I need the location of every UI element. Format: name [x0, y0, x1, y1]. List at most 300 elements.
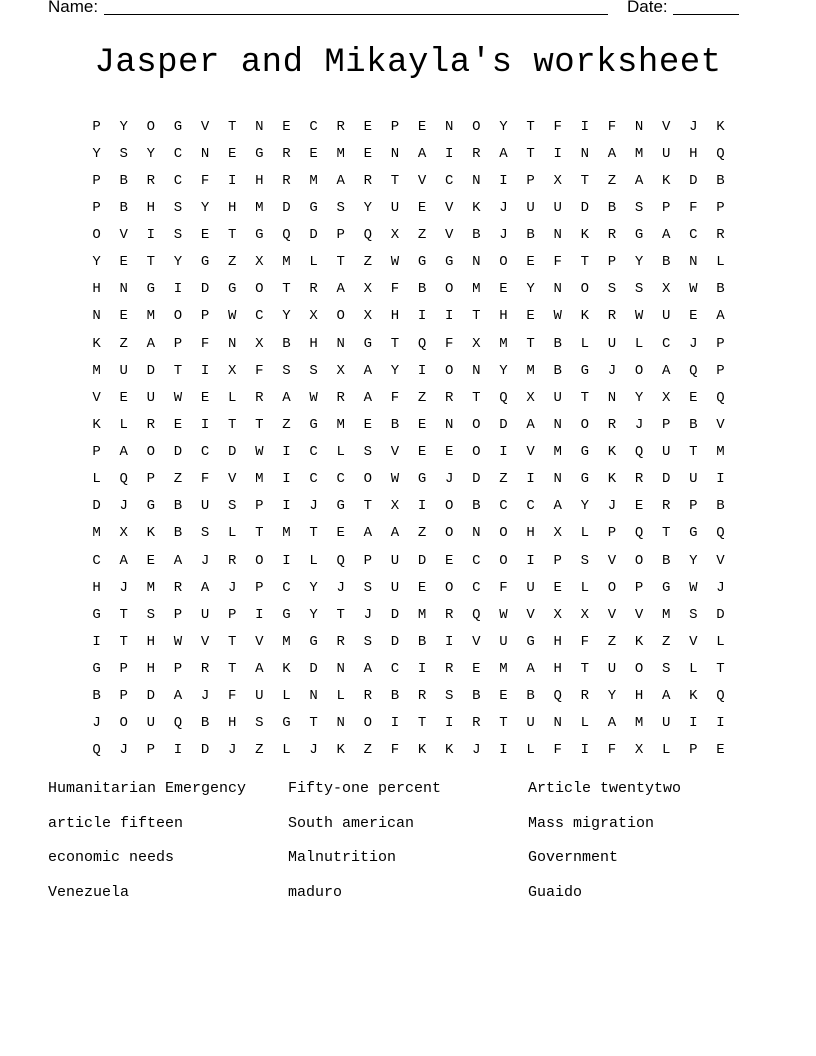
grid-letter: V — [444, 227, 454, 244]
grid-letter: K — [607, 444, 617, 461]
grid-letter: H — [92, 579, 101, 596]
grid-letter: I — [92, 633, 101, 650]
grid-letter: H — [146, 661, 156, 678]
grid-letter: F — [255, 362, 264, 379]
grid-letter: M — [92, 525, 101, 542]
grid-letter: V — [689, 633, 698, 650]
grid-letter: D — [146, 688, 156, 705]
grid-letter: B — [119, 172, 128, 189]
grid-letter: E — [417, 579, 427, 596]
grid-letter: C — [472, 579, 481, 596]
grid-letter: O — [580, 416, 590, 433]
worksheet-header — [48, 0, 748, 19]
grid-letter: R — [336, 633, 345, 650]
grid-letter: I — [282, 552, 291, 569]
grid-letter: E — [119, 308, 128, 325]
grid-letter: B — [92, 688, 101, 705]
grid-letter: N — [92, 308, 101, 325]
grid-letter: U — [119, 362, 128, 379]
grid-letter: G — [634, 227, 644, 244]
grid-letter: O — [255, 552, 264, 569]
grid-letter: I — [444, 715, 454, 732]
grid-letter: Y — [580, 498, 590, 515]
grid-letter: Q — [282, 227, 291, 244]
word-bank-item: Humanitarian Emergency — [48, 780, 247, 797]
grid-letter: I — [200, 362, 210, 379]
grid-letter: O — [634, 552, 644, 569]
grid-letter: S — [634, 199, 644, 216]
grid-letter: R — [444, 606, 454, 623]
grid-letter: C — [444, 172, 454, 189]
grid-letter: Z — [363, 254, 373, 271]
grid-letter: L — [119, 416, 128, 433]
grid-letter: G — [309, 199, 318, 216]
grid-letter: E — [336, 525, 345, 542]
grid-letter: O — [472, 118, 481, 135]
grid-letter: B — [119, 199, 128, 216]
grid-letter: T — [227, 416, 237, 433]
grid-letter: F — [444, 335, 454, 352]
grid-letter: V — [92, 389, 101, 406]
grid-letter: I — [390, 715, 400, 732]
grid-letter: E — [363, 416, 373, 433]
grid-letter: C — [200, 444, 210, 461]
grid-letter: I — [417, 661, 427, 678]
grid-letter: D — [309, 661, 318, 678]
grid-letter: T — [526, 118, 535, 135]
grid-letter: E — [526, 308, 535, 325]
grid-letter: N — [634, 118, 644, 135]
grid-letter: D — [417, 552, 427, 569]
grid-letter: G — [580, 471, 590, 488]
grid-letter: O — [146, 118, 156, 135]
grid-letter: V — [119, 227, 128, 244]
grid-letter: W — [634, 308, 644, 325]
grid-letter: K — [689, 688, 698, 705]
grid-letter: X — [661, 389, 671, 406]
date-label: Date: — [627, 0, 668, 16]
grid-letter: W — [173, 633, 183, 650]
grid-letter: D — [200, 281, 210, 298]
grid-letter: G — [282, 715, 291, 732]
grid-letter: T — [255, 525, 264, 542]
grid-letter: J — [309, 498, 318, 515]
grid-letter: F — [689, 199, 698, 216]
grid-letter: G — [336, 498, 345, 515]
grid-letter: X — [553, 172, 562, 189]
grid-letter: N — [336, 661, 345, 678]
grid-letter: G — [92, 606, 101, 623]
grid-letter: V — [634, 606, 644, 623]
grid-letter: C — [472, 552, 481, 569]
grid-letter: I — [417, 362, 427, 379]
grid-letter: R — [417, 688, 427, 705]
grid-letter: O — [146, 444, 156, 461]
grid-letter: H — [689, 145, 698, 162]
word-bank-item: Guaido — [528, 884, 583, 902]
grid-letter: B — [173, 498, 183, 515]
grid-letter: P — [173, 606, 183, 623]
grid-letter: E — [363, 118, 373, 135]
grid-letter: P — [526, 172, 535, 189]
grid-letter: V — [716, 552, 725, 569]
grid-letter: M — [499, 661, 508, 678]
grid-letter: P — [716, 335, 725, 352]
grid-letter: G — [227, 281, 237, 298]
grid-letter: I — [146, 227, 156, 244]
grid-letter: Q — [363, 227, 373, 244]
grid-letter: B — [390, 416, 400, 433]
grid-letter: N — [689, 254, 698, 271]
grid-letter: K — [661, 172, 671, 189]
grid-letter: E — [472, 661, 481, 678]
grid-letter: M — [472, 281, 481, 298]
grid-letter: I — [282, 498, 291, 515]
grid-letter: B — [200, 715, 210, 732]
grid-letter: Q — [716, 389, 725, 406]
grid-letter: D — [390, 606, 400, 623]
grid-letter: L — [661, 742, 671, 759]
grid-letter: B — [689, 416, 698, 433]
grid-letter: Z — [661, 633, 671, 650]
grid-letter: G — [309, 416, 318, 433]
grid-letter: N — [336, 335, 345, 352]
grid-letter: O — [119, 715, 128, 732]
grid-letter: H — [526, 525, 535, 542]
grid-letter: J — [227, 579, 237, 596]
grid-letter: D — [716, 606, 725, 623]
grid-letter: W — [689, 579, 698, 596]
grid-letter: R — [255, 389, 264, 406]
grid-letter: M — [336, 145, 345, 162]
grid-letter: E — [634, 498, 644, 515]
grid-letter: E — [417, 199, 427, 216]
grid-letter: G — [255, 227, 264, 244]
grid-letter: Q — [716, 145, 725, 162]
word-bank-item: South american — [288, 814, 415, 832]
grid-letter: A — [526, 661, 535, 678]
grid-letter: Y — [499, 362, 508, 379]
grid-letter: R — [634, 471, 644, 488]
grid-letter: L — [282, 688, 291, 705]
grid-letter: M — [526, 362, 535, 379]
grid-letter: B — [417, 281, 427, 298]
grid-letter: Z — [255, 742, 264, 759]
grid-letter: R — [472, 145, 481, 162]
grid-letter: T — [390, 172, 400, 189]
grid-letter: Q — [634, 525, 644, 542]
grid-letter: E — [689, 389, 698, 406]
grid-letter: O — [444, 498, 454, 515]
grid-letter: Y — [607, 688, 617, 705]
grid-letter: I — [689, 715, 698, 732]
grid-letter: I — [282, 471, 291, 488]
grid-letter: N — [390, 145, 400, 162]
grid-letter: D — [282, 199, 291, 216]
grid-letter: O — [363, 715, 373, 732]
page-title: Jasper and Mikayla's worksheet — [94, 44, 722, 82]
grid-letter: P — [92, 118, 101, 135]
grid-letter: H — [227, 715, 237, 732]
grid-letter: F — [200, 172, 210, 189]
grid-letter: N — [472, 362, 481, 379]
grid-letter: I — [282, 444, 291, 461]
grid-letter: E — [499, 688, 508, 705]
grid-letter: G — [661, 579, 671, 596]
grid-letter: J — [200, 552, 210, 569]
grid-letter: H — [553, 633, 562, 650]
grid-letter: S — [146, 606, 156, 623]
grid-letter: A — [282, 389, 291, 406]
grid-letter: E — [526, 254, 535, 271]
grid-letter: R — [282, 172, 291, 189]
grid-letter: Y — [309, 579, 318, 596]
grid-letter: T — [282, 281, 291, 298]
grid-letter: I — [444, 308, 454, 325]
grid-letter: R — [282, 145, 291, 162]
grid-letter: M — [634, 715, 644, 732]
grid-letter: P — [689, 742, 698, 759]
grid-letter: I — [200, 416, 210, 433]
grid-letter: J — [119, 579, 128, 596]
grid-letter: E — [417, 444, 427, 461]
grid-letter: V — [444, 199, 454, 216]
grid-letter: S — [444, 688, 454, 705]
grid-letter: X — [580, 606, 590, 623]
grid-letter: G — [526, 633, 535, 650]
grid-letter: R — [363, 688, 373, 705]
grid-letter: E — [200, 227, 210, 244]
grid-letter: O — [92, 227, 101, 244]
grid-letter: T — [472, 308, 481, 325]
grid-letter: T — [580, 172, 590, 189]
grid-letter: H — [309, 335, 318, 352]
grid-letter: J — [607, 362, 617, 379]
grid-letter: Q — [336, 552, 345, 569]
grid-letter: I — [255, 606, 264, 623]
grid-letter: G — [580, 362, 590, 379]
grid-letter: T — [309, 525, 318, 542]
grid-letter: P — [390, 118, 400, 135]
grid-letter: I — [173, 742, 183, 759]
grid-letter: N — [553, 715, 562, 732]
grid-letter: H — [553, 661, 562, 678]
grid-letter: Y — [309, 606, 318, 623]
grid-letter: P — [92, 444, 101, 461]
grid-letter: T — [119, 606, 128, 623]
grid-letter: Q — [716, 525, 725, 542]
grid-letter: A — [363, 389, 373, 406]
grid-letter: M — [282, 525, 291, 542]
grid-letter: Y — [173, 254, 183, 271]
grid-letter: K — [444, 742, 454, 759]
grid-letter: U — [526, 199, 535, 216]
grid-letter: X — [661, 281, 671, 298]
grid-letter: L — [580, 335, 590, 352]
grid-letter: L — [227, 525, 237, 542]
grid-letter: O — [472, 444, 481, 461]
grid-letter: G — [92, 661, 101, 678]
grid-letter: O — [444, 579, 454, 596]
grid-letter: T — [716, 661, 725, 678]
grid-letter: U — [607, 661, 617, 678]
grid-letter: F — [200, 471, 210, 488]
grid-letter: D — [390, 633, 400, 650]
grid-letter: O — [444, 362, 454, 379]
grid-letter: A — [336, 281, 345, 298]
grid-letter: B — [526, 227, 535, 244]
grid-letter: C — [689, 227, 698, 244]
grid-letter: G — [444, 254, 454, 271]
grid-letter: W — [689, 281, 698, 298]
grid-letter: S — [173, 199, 183, 216]
grid-letter: L — [336, 688, 345, 705]
grid-letter: A — [499, 145, 508, 162]
grid-letter: U — [607, 335, 617, 352]
grid-letter: I — [444, 145, 454, 162]
grid-letter: Z — [607, 633, 617, 650]
grid-letter: Y — [119, 118, 128, 135]
grid-letter: C — [282, 579, 291, 596]
grid-letter: U — [661, 715, 671, 732]
grid-letter: C — [309, 444, 318, 461]
grid-letter: R — [173, 579, 183, 596]
grid-letter: B — [553, 362, 562, 379]
grid-letter: M — [417, 606, 427, 623]
grid-letter: K — [417, 742, 427, 759]
grid-letter: N — [255, 118, 264, 135]
grid-letter: P — [255, 498, 264, 515]
grid-letter: D — [580, 199, 590, 216]
grid-letter: U — [526, 579, 535, 596]
grid-letter: L — [716, 254, 725, 271]
grid-letter: O — [499, 552, 508, 569]
grid-letter: A — [390, 525, 400, 542]
grid-letter: N — [227, 335, 237, 352]
grid-letter: T — [227, 633, 237, 650]
grid-letter: U — [661, 308, 671, 325]
word-bank-item: article fifteen — [48, 814, 184, 832]
grid-letter: L — [580, 525, 590, 542]
grid-letter: G — [580, 444, 590, 461]
grid-letter: P — [227, 606, 237, 623]
grid-letter: H — [390, 308, 400, 325]
grid-letter: R — [309, 281, 318, 298]
grid-letter: E — [444, 444, 454, 461]
grid-letter: A — [363, 362, 373, 379]
grid-letter: P — [607, 525, 617, 542]
name-field-line[interactable] — [104, 14, 608, 15]
grid-letter: G — [282, 606, 291, 623]
grid-letter: R — [607, 416, 617, 433]
grid-letter: Q — [553, 688, 562, 705]
grid-letter: B — [716, 281, 725, 298]
grid-letter: T — [417, 715, 427, 732]
grid-letter: D — [173, 444, 183, 461]
grid-letter: U — [146, 389, 156, 406]
grid-letter: C — [336, 471, 345, 488]
grid-letter: P — [119, 661, 128, 678]
grid-letter: I — [227, 172, 237, 189]
grid-letter: Y — [200, 199, 210, 216]
grid-letter: Q — [689, 362, 698, 379]
grid-letter: G — [363, 335, 373, 352]
grid-letter: J — [607, 498, 617, 515]
grid-letter: D — [227, 444, 237, 461]
grid-letter: T — [580, 254, 590, 271]
grid-letter: A — [173, 688, 183, 705]
grid-letter: O — [336, 308, 345, 325]
grid-letter: F — [553, 254, 562, 271]
grid-letter: C — [173, 145, 183, 162]
grid-letter: K — [92, 335, 101, 352]
grid-letter: I — [526, 471, 535, 488]
grid-letter: E — [444, 552, 454, 569]
grid-letter: D — [661, 471, 671, 488]
grid-letter: V — [526, 606, 535, 623]
grid-letter: Y — [282, 308, 291, 325]
grid-letter: P — [716, 199, 725, 216]
grid-letter: U — [200, 606, 210, 623]
word-bank-item: Venezuela — [48, 884, 130, 902]
grid-letter: X — [119, 525, 128, 542]
grid-letter: B — [282, 335, 291, 352]
grid-letter: I — [417, 498, 427, 515]
grid-letter: A — [119, 444, 128, 461]
grid-letter: T — [227, 661, 237, 678]
grid-letter: Y — [92, 145, 101, 162]
grid-letter: J — [363, 606, 373, 623]
grid-letter: G — [417, 254, 427, 271]
grid-letter: J — [499, 227, 508, 244]
grid-letter: H — [146, 199, 156, 216]
grid-letter: G — [689, 525, 698, 542]
grid-letter: S — [661, 661, 671, 678]
grid-letter: N — [553, 471, 562, 488]
grid-letter: B — [607, 199, 617, 216]
grid-letter: A — [363, 525, 373, 542]
grid-letter: P — [92, 172, 101, 189]
date-field-line[interactable] — [673, 14, 739, 15]
grid-letter: J — [227, 742, 237, 759]
grid-letter: E — [200, 389, 210, 406]
grid-letter: D — [309, 227, 318, 244]
grid-letter: U — [200, 498, 210, 515]
grid-letter: U — [499, 633, 508, 650]
grid-letter: F — [499, 579, 508, 596]
word-bank-item: Fifty-one percent — [288, 780, 442, 797]
grid-letter: I — [526, 552, 535, 569]
grid-letter: S — [200, 525, 210, 542]
grid-letter: P — [661, 199, 671, 216]
grid-letter: I — [417, 308, 427, 325]
grid-letter: Q — [417, 335, 427, 352]
grid-letter: M — [499, 335, 508, 352]
grid-letter: C — [661, 335, 671, 352]
grid-letter: F — [227, 688, 237, 705]
grid-letter: A — [255, 661, 264, 678]
grid-letter: W — [390, 254, 400, 271]
grid-letter: P — [119, 688, 128, 705]
grid-letter: S — [255, 715, 264, 732]
grid-letter: P — [173, 335, 183, 352]
grid-letter: F — [390, 389, 400, 406]
grid-letter: K — [336, 742, 345, 759]
grid-letter: J — [716, 579, 725, 596]
grid-letter: E — [553, 579, 562, 596]
grid-letter: U — [661, 145, 671, 162]
grid-letter: Y — [363, 199, 373, 216]
